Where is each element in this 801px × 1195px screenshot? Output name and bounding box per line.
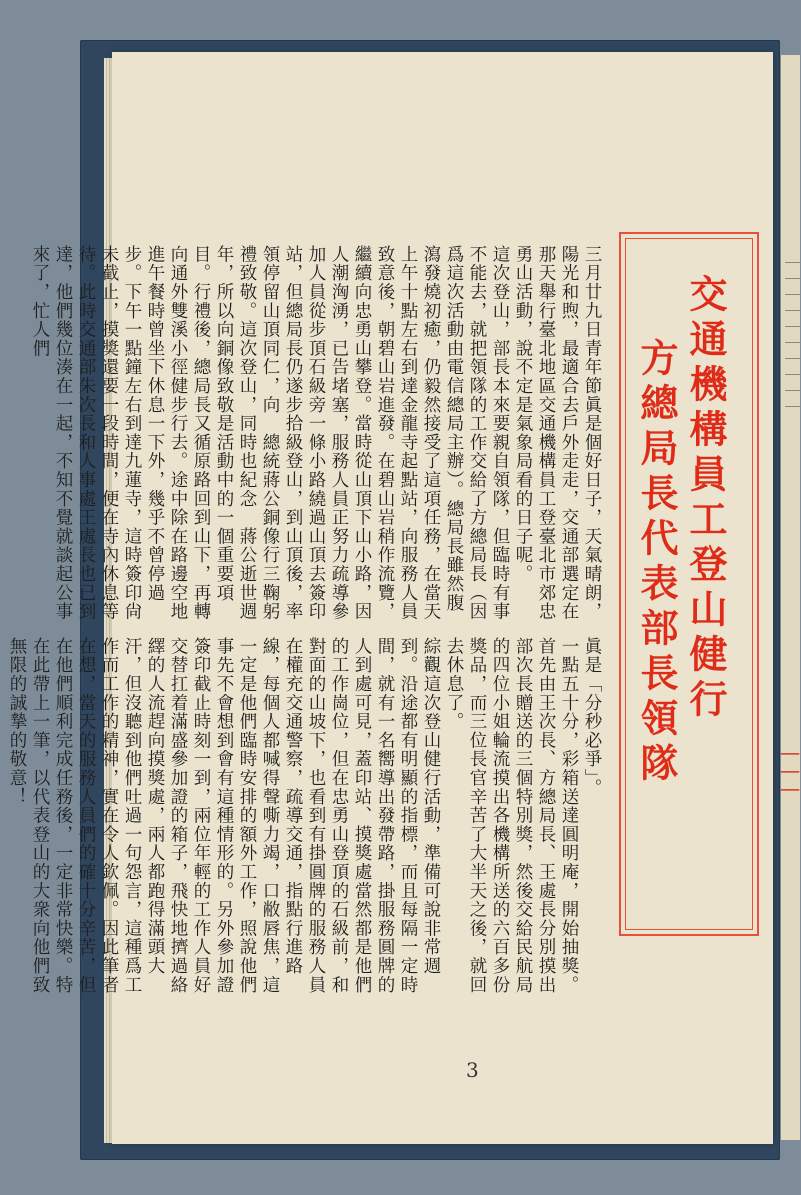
paragraph-4: 一點五十分，彩箱送達圓明庵，開始抽獎。首先由王次長、方總局長、王處長分別摸出部次長贈送的三個特別獎，然後交給民航局的四位小姐輪流摸出各機構所送的六百多份獎品，而三位長官辛苦了大半天之後，就回去休息了。 bbox=[444, 637, 579, 995]
adjacent-page-edge bbox=[778, 55, 801, 1140]
page-number: 3 bbox=[466, 1058, 479, 1082]
paragraph-2: 這次登山，部長本來要親自領隊，但臨時有事不能去，就把領隊的工作交給了方總局長（因爲這次活動由電信總局主辦）。總局長雖然腹瀉發燒初癒，仍毅然接受了這項任務，在當天上午十點左右到達金龍寺起點站，向服務人員致意後，朝碧山岩進發。在碧山岩稍作流覽，繼續向忠勇山攀登。當時從山頂下山小路，因人潮洶湧，已告堵塞，服務人員正努力疏導參加人員從步頂石級旁一條小路繞過山頂去簽印站，但總局長仍遂步拾級登山，到山頂後，率領停留山頂同仁，向 總統蔣公銅像行三鞠躬禮致敬。這次登山，同時也紀念 蔣公逝世週年，所以向銅像致敬是活動中的一個重要項目。行禮後，總局長又循原路回到山下，再轉向通外雙溪小徑健步行去。途中除在路邊空地進午餐時曾坐下休息一下外，幾乎不曾停過步。下午一點鐘左右到達九蓮寺，這時簽印尙未截止，摸獎還要一段時間，便在寺內休息等待。此時交通部朱次長和人事處王處長也已到達，他們幾位湊在一起，不知不覺就談起公事來了，忙人們 bbox=[30, 245, 510, 621]
paragraph-1: 三月廿九日青年節眞是個好日子，天氣晴朗，陽光和煦，最適合去戶外走走，交通部選定在那天舉行臺北地區交通機構員工登臺北市郊忠勇山活動，說不定是氣象局看的日子呢。 bbox=[513, 245, 602, 621]
paragraph-5: 綜觀這次登山健行活動，準備可說非常週到。沿途都有明顯的指標，而且每隔一定時間，就有一名嚮導出發帶路，掛服務圓牌的人到處可見，蓋印站、摸獎處當然都是他們的工作崗位，但在忠勇山登頂的石級前，和對面的山坡下，也看到有掛圓牌的服務人員在權充交通警察，疏導交通，指點行進路線，每個人都喊得聲嘶力竭，口敝唇焦，這一定是他們臨時安排的額外工作，照說他們事先不會想到會有這種情形的。另外參加證簽印截止時刻一到，兩位年輕的工作人員好交替扛着滿盛參加證的箱子，飛快地擠過絡繹的人流趕向摸獎處，兩人都跑得滿頭大汗，但沒聽到他們吐過一句怨言，這種爲工作而工作的精神，實在令人欽佩。因此筆者在想，當天的服務人員們的確十分辛苦，但在他們順利完成任務後，一定非常快樂。特在此帶上一筆，以代表登山的大衆向他們致無限的誠摯的敬意！ bbox=[7, 637, 441, 995]
title-line-1: 交通機構員工登山健行 bbox=[683, 274, 727, 724]
article-body-bottom bbox=[7, 637, 603, 1002]
paragraph-3: 眞是「分秒必爭」。 bbox=[582, 637, 602, 798]
title-line-2: 方總局長代表部長領隊 bbox=[634, 338, 678, 788]
adjacent-page-red-mark: ｜｜｜ bbox=[778, 745, 799, 799]
article-body-top bbox=[30, 245, 603, 625]
adjacent-page-text: ｜｜｜｜｜｜｜｜｜｜ bbox=[783, 255, 801, 415]
